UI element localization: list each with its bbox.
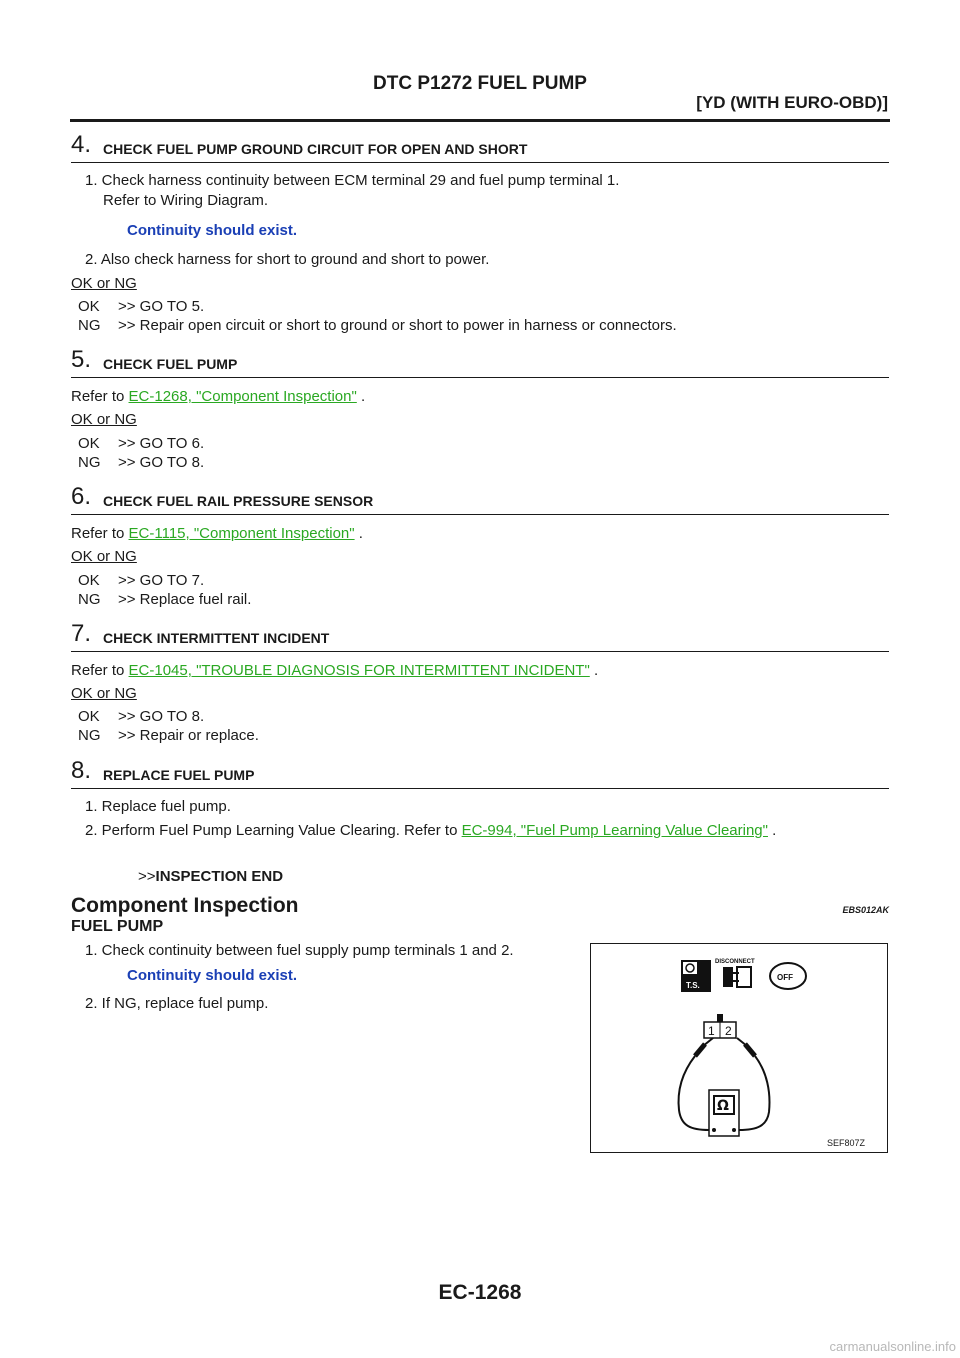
component-note: Continuity should exist. [127, 967, 298, 984]
ok-ng-label: OK or NG [71, 275, 137, 292]
rail-sensor-inspection-link[interactable]: EC-1115, "Component Inspection" [128, 525, 355, 542]
ng-row: NG >> GO TO 8. [78, 454, 205, 471]
step-4-heading [71, 131, 889, 163]
ng-row: NG >> Repair open circuit or short to ground or short to power in harness or connectors. [78, 317, 677, 334]
step-number: 5. [71, 346, 92, 373]
ok-ng-label: OK or NG [71, 548, 137, 565]
step-7-refer: Refer to EC-1045, "TROUBLE DIAGNOSIS FOR INTERMITTENT INCIDENT" . [71, 662, 599, 679]
component-line-1: 1. Check continuity between fuel supply pump terminals 1 and 2. [85, 942, 514, 959]
step-5-refer: Refer to EC-1268, "Component Inspection" . [71, 388, 366, 405]
header-rule [70, 119, 890, 122]
step-6-heading [71, 483, 889, 515]
continuity-diagram [590, 943, 888, 1153]
step-number: 4. [71, 131, 92, 158]
ok-row: OK >> GO TO 8. [78, 708, 205, 725]
ok-row: OK >> GO TO 5. [78, 298, 205, 315]
step-4-line-1: 1. Check harness continuity between ECM terminal 29 and fuel pump terminal 1. [85, 172, 620, 189]
model-label: [YD (WITH EURO-OBD)] [696, 93, 888, 112]
section-title: Component Inspection [71, 894, 299, 917]
svg-text:Ω: Ω [717, 1098, 729, 1114]
ok-ng-label: OK or NG [71, 685, 137, 702]
step-8-heading [71, 757, 889, 789]
step-title: REPLACE FUEL PUMP [103, 767, 255, 783]
subsection-title: FUEL PUMP [71, 918, 164, 935]
step-6-refer: Refer to EC-1115, "Component Inspection" . [71, 525, 363, 542]
step-4-line-2: 2. Also check harness for short to ground and short to power. [85, 251, 490, 268]
watermark: carmanualsonline.info [829, 1339, 956, 1354]
connector-icon [704, 1014, 736, 1038]
ts-icon [681, 960, 711, 992]
step-5-heading [71, 346, 889, 378]
figure-label: SEF807Z [826, 1138, 865, 1148]
step-8-line-1: 1. Replace fuel pump. [85, 798, 231, 815]
component-inspection-link[interactable]: EC-1268, "Component Inspection" [128, 388, 357, 405]
step-number: 6. [71, 483, 92, 510]
svg-text:T.S.: T.S. [686, 981, 700, 990]
svg-text:OFF: OFF [777, 973, 793, 982]
section-code: EBS012AK [842, 905, 889, 915]
ng-row: NG >> Repair or replace. [78, 727, 259, 744]
page-title: DTC P1272 FUEL PUMP [373, 73, 587, 94]
step-title: CHECK INTERMITTENT INCIDENT [103, 630, 330, 646]
step-number: 7. [71, 620, 92, 647]
terminal-1-label: 1 [708, 1024, 715, 1038]
ok-ng-label: OK or NG [71, 411, 137, 428]
step-7-heading [71, 620, 889, 652]
svg-text:DISCONNECT: DISCONNECT [715, 959, 755, 965]
step-8-line-2: 2. Perform Fuel Pump Learning Value Clearing. Refer to EC-994, "Fuel Pump Learning Value Clearing" . [85, 822, 777, 839]
diagram-svg [591, 944, 887, 1152]
ng-row: NG >> Replace fuel rail. [78, 591, 252, 608]
step-title: CHECK FUEL PUMP [103, 356, 238, 372]
intermittent-incident-link[interactable]: EC-1045, "TROUBLE DIAGNOSIS FOR INTERMITTENT INCIDENT" [128, 662, 590, 679]
ok-row: OK >> GO TO 7. [78, 572, 205, 589]
page-number: EC-1268 [438, 1281, 522, 1304]
step-title: CHECK FUEL RAIL PRESSURE SENSOR [103, 493, 374, 509]
step-4-line-1b: Refer to Wiring Diagram. [103, 192, 269, 209]
terminal-2-label: 2 [725, 1024, 732, 1038]
learning-value-link[interactable]: EC-994, "Fuel Pump Learning Value Clearing" [461, 822, 768, 839]
component-line-2: 2. If NG, replace fuel pump. [85, 995, 269, 1012]
step-title: CHECK FUEL PUMP GROUND CIRCUIT FOR OPEN AND SHORT [103, 141, 528, 157]
ignition-off-icon [770, 963, 806, 989]
ok-row: OK >> GO TO 6. [78, 435, 205, 452]
step-4-note: Continuity should exist. [127, 222, 298, 239]
inspection-end: >>INSPECTION END [138, 868, 284, 885]
ohmmeter-icon [709, 1090, 739, 1136]
step-number: 8. [71, 757, 92, 784]
disconnect-icon [715, 959, 755, 987]
